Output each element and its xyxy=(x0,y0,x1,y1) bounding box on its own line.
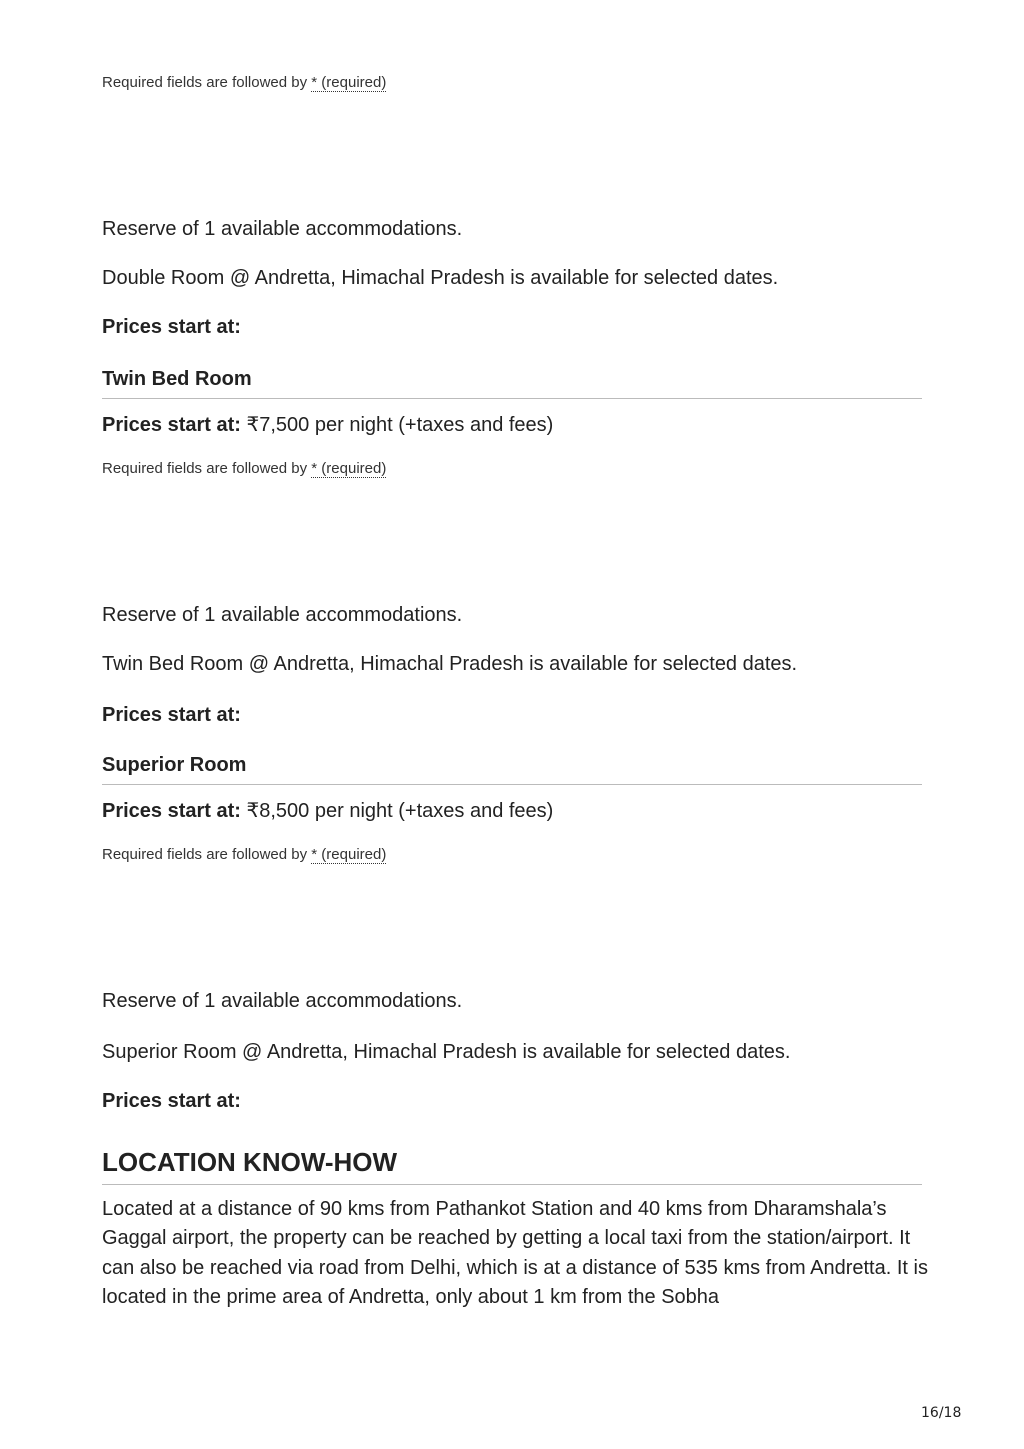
required-note-text: Required fields are followed by xyxy=(102,460,312,477)
price-label: Prices start at: xyxy=(102,414,241,436)
prices-start-label: Prices start at: xyxy=(102,704,241,726)
divider xyxy=(102,398,922,399)
required-marker: * (required) xyxy=(311,460,387,477)
reserve-text: Reserve of 1 available accommodations. xyxy=(102,990,463,1012)
price-label: Prices start at: xyxy=(102,800,241,822)
availability-text: Twin Bed Room @ Andretta, Himachal Pradesh is available for selected dates. xyxy=(102,653,798,675)
required-fields-note xyxy=(102,74,386,91)
reserve-text: Reserve of 1 available accommodations. xyxy=(102,218,463,240)
required-fields-note xyxy=(102,846,386,863)
required-note-text: Required fields are followed by xyxy=(102,74,312,91)
divider xyxy=(102,1184,922,1185)
prices-start-label: Prices start at: xyxy=(102,1090,241,1112)
room-price xyxy=(102,798,553,823)
location-paragraph: Located at a distance of 90 kms from Pathankot Station and 40 kms from Dharamshala’s Gaggal airport, the property can be reached by getting a local taxi from the station/airport. It can also be reached via road from Delhi, which is at a distance of 535 kms from Andretta. It is located in the prime area of Andretta, only about 1 km from the Sobha xyxy=(102,1198,928,1308)
room-title: Superior Room xyxy=(102,754,247,776)
availability-text: Double Room @ Andretta, Himachal Pradesh is available for selected dates. xyxy=(102,267,779,289)
required-marker: * (required) xyxy=(311,74,387,91)
price-value: ₹8,500 per night (+taxes and fees) xyxy=(240,800,554,822)
availability-text: Superior Room @ Andretta, Himachal Pradesh is available for selected dates. xyxy=(102,1041,791,1063)
prices-start-label: Prices start at: xyxy=(102,316,241,338)
required-note-text: Required fields are followed by xyxy=(102,846,312,863)
reserve-text: Reserve of 1 available accommodations. xyxy=(102,604,463,626)
price-value: ₹7,500 per night (+taxes and fees) xyxy=(240,414,554,436)
room-title: Twin Bed Room xyxy=(102,368,252,390)
page-number: 16/18 xyxy=(921,1405,962,1421)
divider xyxy=(102,784,922,785)
required-marker: * (required) xyxy=(311,846,387,863)
room-price xyxy=(102,412,553,437)
required-fields-note xyxy=(102,460,386,477)
location-heading: LOCATION KNOW-HOW xyxy=(102,1147,398,1177)
